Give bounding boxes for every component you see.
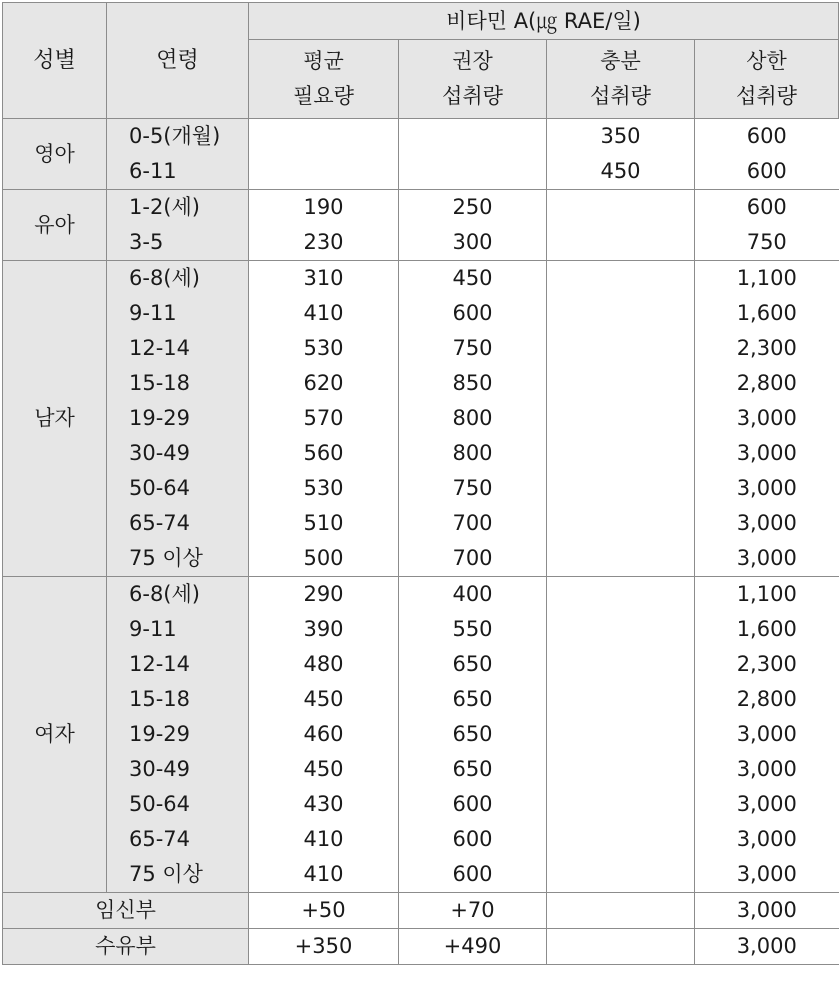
upp-cell: 3,000 <box>736 406 797 430</box>
table-header <box>3 3 839 119</box>
header-upper-limit <box>695 40 839 119</box>
age-cell: 19-29 <box>107 401 249 436</box>
header-adequate-line1: 충분 <box>600 49 641 73</box>
age-cell: 75 이상 <box>107 857 249 893</box>
avg-cell: 620 <box>249 366 399 401</box>
ade-cell <box>547 541 695 577</box>
age-cell: 6-8(세) <box>107 577 249 613</box>
ade-cell <box>547 787 695 822</box>
table-row <box>3 471 839 506</box>
rec-cell: 300 <box>399 225 547 261</box>
rec-cell: 450 <box>399 261 547 297</box>
sex-cell: 영아 <box>3 119 107 190</box>
rec-cell: 550 <box>399 612 547 647</box>
avg-cell: 410 <box>249 822 399 857</box>
upp-cell: 3,000 <box>695 893 839 929</box>
header-recommended-intake <box>399 40 547 119</box>
rec-cell: 650 <box>399 682 547 717</box>
special-group-cell: 수유부 <box>3 929 249 965</box>
rec-cell: +70 <box>399 893 547 929</box>
avg-cell: 460 <box>249 717 399 752</box>
upp-cell: 3,000 <box>695 541 839 577</box>
table-row <box>3 436 839 471</box>
ade-cell <box>547 331 695 366</box>
rec-cell: 600 <box>399 296 547 331</box>
upp-cell: 2,300 <box>736 336 797 360</box>
ade-cell <box>547 752 695 787</box>
avg-cell: 430 <box>249 787 399 822</box>
rec-cell: 650 <box>399 717 547 752</box>
avg-cell: 410 <box>249 857 399 893</box>
age-cell: 50-64 <box>107 787 249 822</box>
table-row <box>3 296 839 331</box>
ade-cell <box>547 190 695 226</box>
header-upper-line2: 섭취량 <box>736 84 797 108</box>
table-row <box>3 541 839 577</box>
special-group-cell: 임신부 <box>3 893 249 929</box>
age-cell: 30-49 <box>107 436 249 471</box>
age-cell: 30-49 <box>107 752 249 787</box>
rec-cell: 650 <box>399 647 547 682</box>
upp-cell: 750 <box>695 225 839 261</box>
age-cell: 65-74 <box>107 822 249 857</box>
avg-cell: 450 <box>249 682 399 717</box>
table-row <box>3 366 839 401</box>
table-row <box>3 577 839 613</box>
age-cell: 0-5(개월) <box>107 119 249 155</box>
table-row <box>3 190 839 226</box>
rec-cell <box>399 119 547 155</box>
header-average-line1: 평균 <box>303 49 344 73</box>
table-row <box>3 506 839 541</box>
table-row <box>3 857 839 893</box>
avg-cell: 560 <box>249 436 399 471</box>
header-vitamin-a: 비타민 A(㎍ RAE/일) <box>249 3 839 40</box>
rec-cell: 700 <box>399 541 547 577</box>
ade-cell <box>547 261 695 297</box>
upp-cell: 3,000 <box>695 929 839 965</box>
age-cell: 65-74 <box>107 506 249 541</box>
rec-cell: 800 <box>399 401 547 436</box>
upp-cell: 600 <box>695 119 839 155</box>
rec-cell: 600 <box>399 822 547 857</box>
age-cell: 50-64 <box>107 471 249 506</box>
upp-cell: 3,000 <box>736 441 797 465</box>
upp-cell: 3,000 <box>695 857 839 893</box>
rec-cell: 700 <box>399 506 547 541</box>
table-row <box>3 612 839 647</box>
age-cell: 6-8(세) <box>107 261 249 297</box>
avg-cell: 390 <box>249 612 399 647</box>
upp-cell: 3,000 <box>736 757 797 781</box>
age-cell: 1-2(세) <box>107 190 249 226</box>
header-sex: 성별 <box>3 3 107 119</box>
rec-cell: 250 <box>399 190 547 226</box>
header-adequate-intake <box>547 40 695 119</box>
avg-cell: 410 <box>249 296 399 331</box>
table-row <box>3 682 839 717</box>
rec-cell <box>399 154 547 190</box>
avg-cell: 310 <box>249 261 399 297</box>
table-row <box>3 787 839 822</box>
age-cell: 6-11 <box>107 154 249 190</box>
avg-cell: 570 <box>249 401 399 436</box>
sex-cell: 남자 <box>3 261 107 577</box>
age-cell: 15-18 <box>107 682 249 717</box>
ade-cell <box>547 366 695 401</box>
rec-cell: 800 <box>399 436 547 471</box>
ade-cell <box>547 436 695 471</box>
upp-cell: 1,100 <box>695 577 839 613</box>
rec-cell: +490 <box>399 929 547 965</box>
ade-cell: 350 <box>547 119 695 155</box>
ade-cell <box>547 577 695 613</box>
avg-cell: 530 <box>249 331 399 366</box>
ade-cell <box>547 612 695 647</box>
table-row <box>3 119 839 155</box>
avg-cell: 190 <box>249 190 399 226</box>
age-cell: 19-29 <box>107 717 249 752</box>
header-recommended-line1: 권장 <box>452 49 493 73</box>
avg-cell: 230 <box>249 225 399 261</box>
age-cell: 12-14 <box>107 331 249 366</box>
rec-cell: 400 <box>399 577 547 613</box>
upp-cell: 600 <box>695 190 839 226</box>
ade-cell <box>547 471 695 506</box>
avg-cell: 290 <box>249 577 399 613</box>
table-row <box>3 717 839 752</box>
avg-cell: 480 <box>249 647 399 682</box>
table-row <box>3 893 839 929</box>
table-row <box>3 929 839 965</box>
avg-cell: +350 <box>249 929 399 965</box>
header-age: 연령 <box>107 3 249 119</box>
age-cell: 3-5 <box>107 225 249 261</box>
age-cell: 12-14 <box>107 647 249 682</box>
upp-cell: 3,000 <box>736 476 797 500</box>
table-body <box>3 119 839 965</box>
table-row <box>3 401 839 436</box>
rec-cell: 750 <box>399 331 547 366</box>
vitamin-a-intake-table <box>2 2 839 965</box>
ade-cell <box>547 822 695 857</box>
header-adequate-line2: 섭취량 <box>590 84 651 108</box>
upp-cell: 1,600 <box>736 301 797 325</box>
upp-cell: 3,000 <box>736 827 797 851</box>
avg-cell <box>249 154 399 190</box>
ade-cell <box>547 717 695 752</box>
rec-cell: 750 <box>399 471 547 506</box>
rec-cell: 600 <box>399 857 547 893</box>
upp-cell: 2,800 <box>736 371 797 395</box>
header-average-line2: 필요량 <box>293 84 354 108</box>
ade-cell <box>547 506 695 541</box>
rec-cell: 650 <box>399 752 547 787</box>
ade-cell <box>547 929 695 965</box>
upp-cell: 600 <box>695 154 839 190</box>
table-row <box>3 647 839 682</box>
avg-cell: 510 <box>249 506 399 541</box>
avg-cell: 450 <box>249 752 399 787</box>
upp-cell: 1,100 <box>695 261 839 297</box>
ade-cell: 450 <box>547 154 695 190</box>
avg-cell <box>249 119 399 155</box>
ade-cell <box>547 296 695 331</box>
ade-cell <box>547 401 695 436</box>
sex-cell: 유아 <box>3 190 107 261</box>
upp-cell: 1,600 <box>736 617 797 641</box>
ade-cell <box>547 682 695 717</box>
ade-cell <box>547 225 695 261</box>
upp-cell: 3,000 <box>736 792 797 816</box>
table-row <box>3 822 839 857</box>
table-row <box>3 331 839 366</box>
ade-cell <box>547 893 695 929</box>
upp-cell: 3,000 <box>736 511 797 535</box>
rec-cell: 850 <box>399 366 547 401</box>
table-row <box>3 154 839 190</box>
age-cell: 75 이상 <box>107 541 249 577</box>
upp-cell: 3,000 <box>736 722 797 746</box>
ade-cell <box>547 647 695 682</box>
avg-cell: 530 <box>249 471 399 506</box>
header-upper-line1: 상한 <box>746 49 787 73</box>
header-average-requirement <box>249 40 399 119</box>
age-cell: 9-11 <box>107 296 249 331</box>
upp-cell: 2,300 <box>736 652 797 676</box>
table-row <box>3 261 839 297</box>
upp-cell: 2,800 <box>736 687 797 711</box>
rec-cell: 600 <box>399 787 547 822</box>
avg-cell: +50 <box>249 893 399 929</box>
ade-cell <box>547 857 695 893</box>
age-cell: 15-18 <box>107 366 249 401</box>
table-row <box>3 752 839 787</box>
table-row <box>3 225 839 261</box>
avg-cell: 500 <box>249 541 399 577</box>
sex-cell: 여자 <box>3 577 107 893</box>
header-recommended-line2: 섭취량 <box>442 84 503 108</box>
age-cell: 9-11 <box>107 612 249 647</box>
